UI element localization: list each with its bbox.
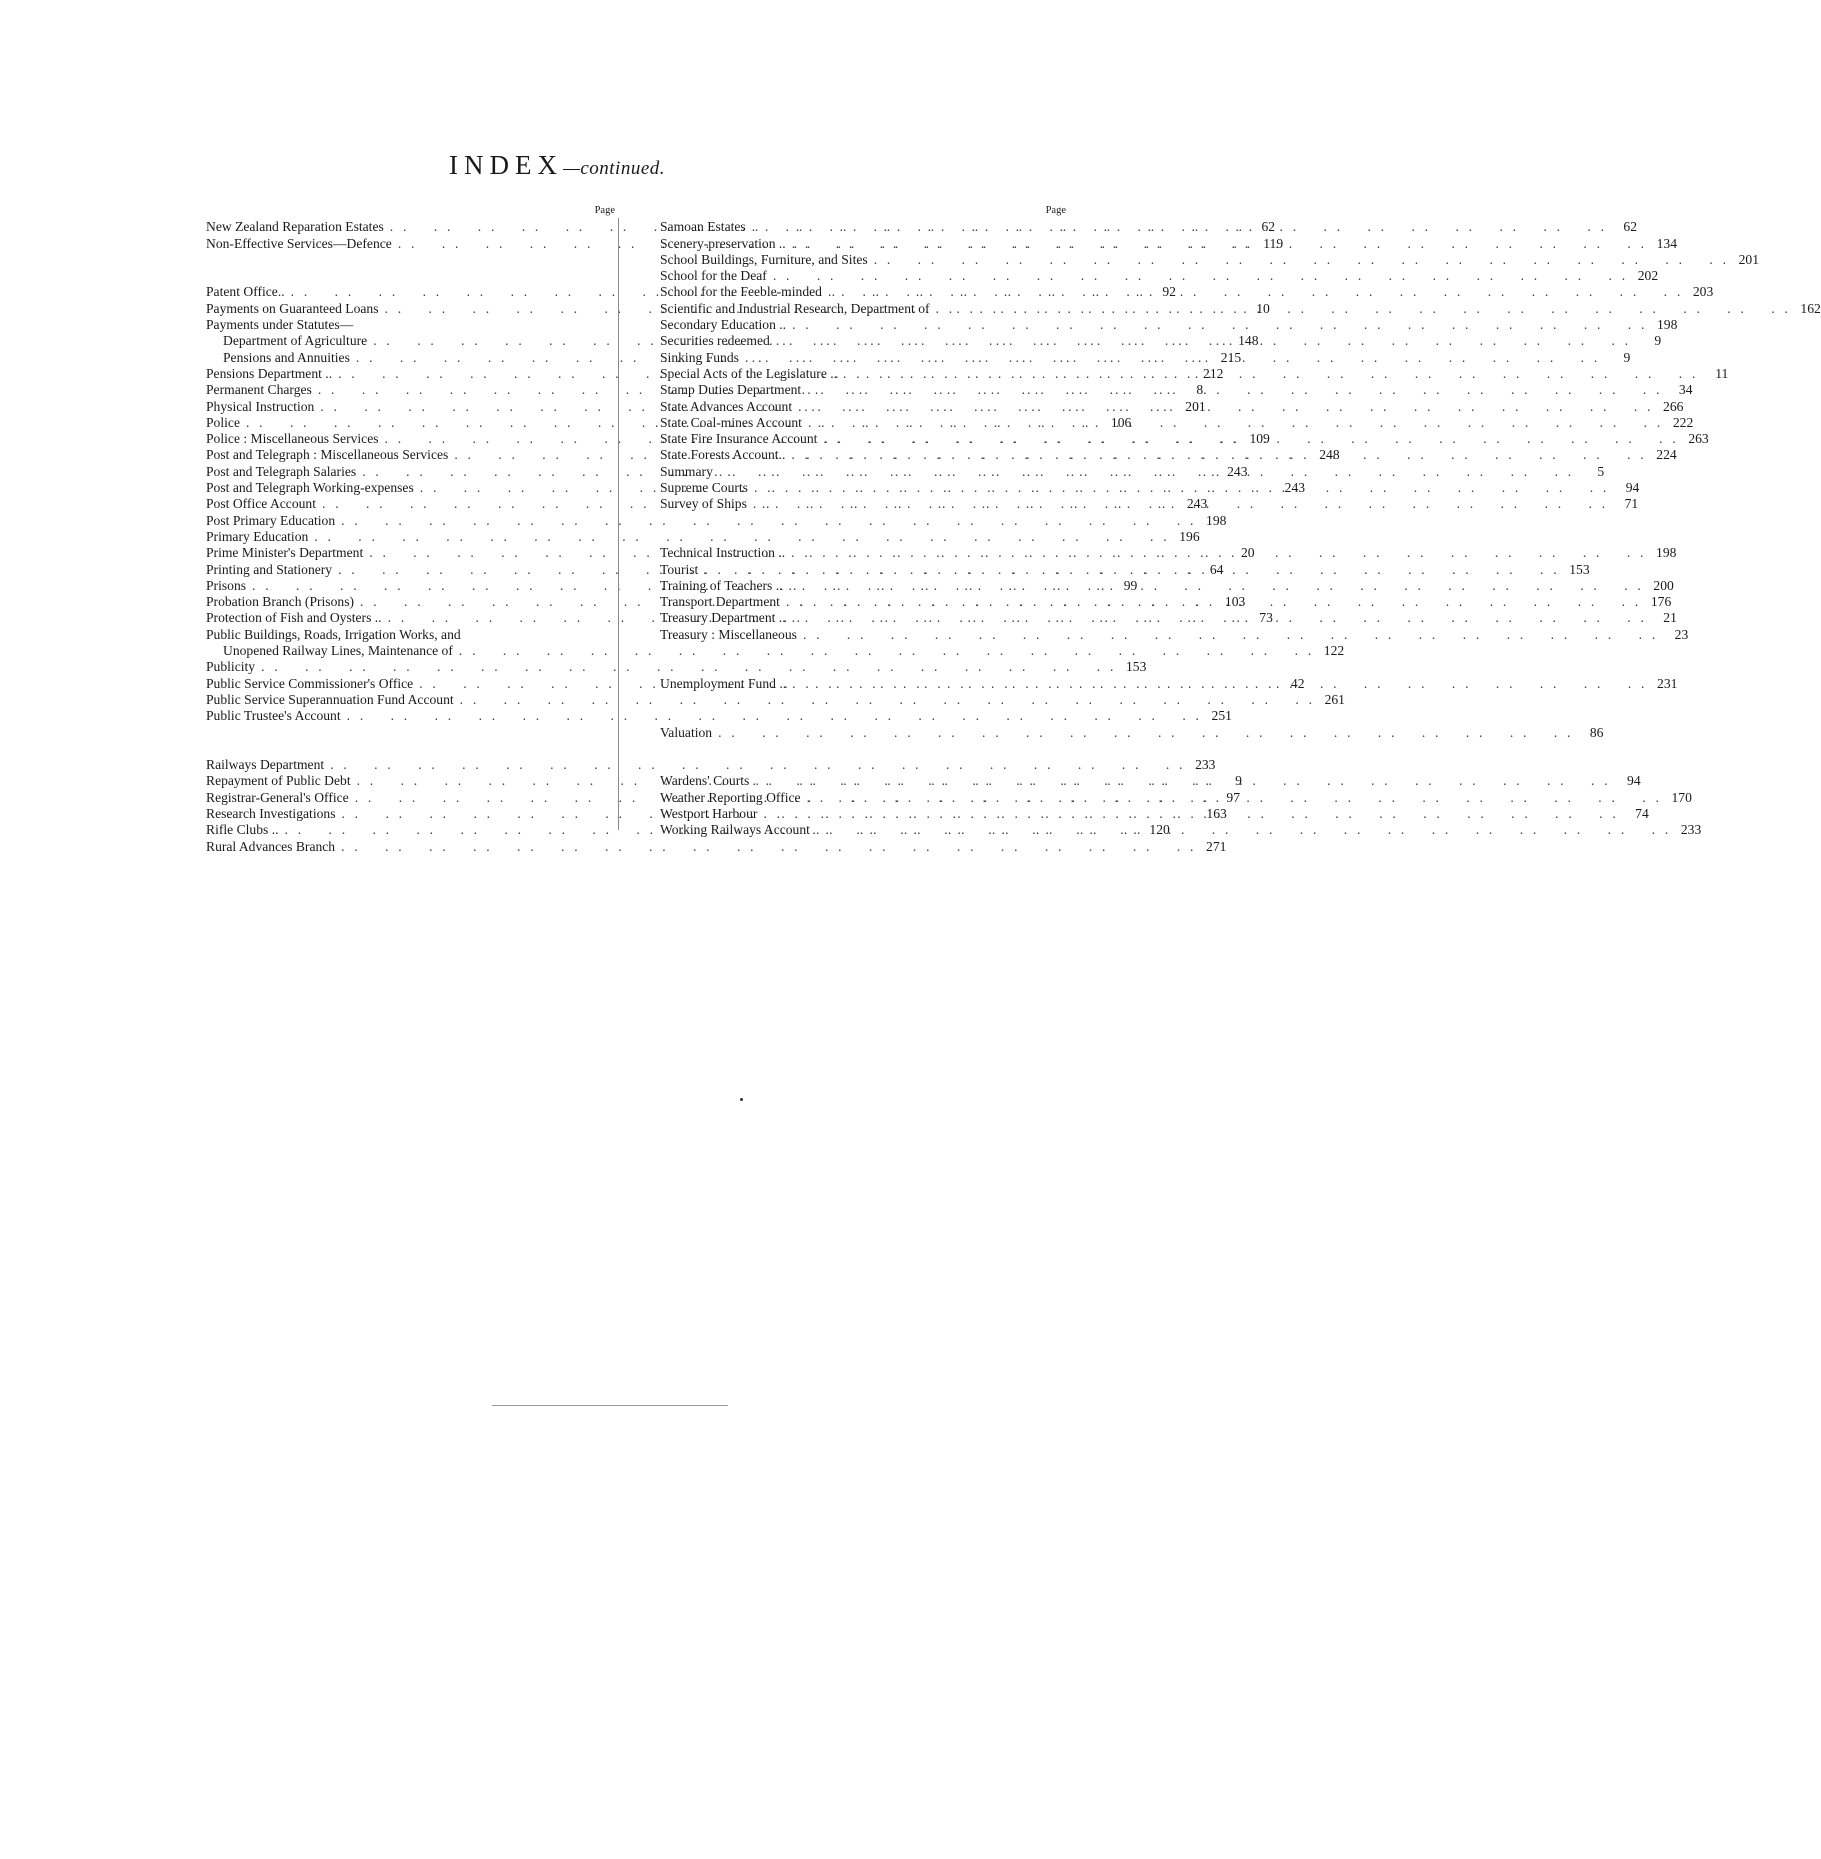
index-entry-page: 222 xyxy=(1672,414,1694,430)
index-entry-label: Stamp Duties Department xyxy=(660,382,802,398)
index-entry xyxy=(206,643,1345,659)
index-entry-page: 243 xyxy=(1227,463,1248,479)
index-entry-label: Securities redeemed xyxy=(660,333,770,349)
index-entry-page: 198 xyxy=(1206,512,1227,528)
index-entry-label: Secondary Education .. xyxy=(660,317,787,333)
index-entry-label: Protection of Fish and Oysters .. xyxy=(206,610,382,626)
title-suffix: —continued. xyxy=(562,158,666,179)
leader-dots xyxy=(837,366,1696,382)
index-entry-page: 42 xyxy=(1290,675,1305,691)
index-entry-label: Police : Miscellaneous Services xyxy=(206,431,379,447)
index-entry xyxy=(206,317,615,333)
index-entry-page: 162 xyxy=(1800,300,1821,316)
leader-dots xyxy=(698,562,1557,578)
index-entry-label: Railways Department xyxy=(206,757,325,773)
index-entry-page: 263 xyxy=(1688,431,1709,447)
index-entry-label: Summary xyxy=(660,463,713,479)
leader-dots xyxy=(335,839,1194,855)
index-spacer xyxy=(206,725,615,741)
index-entry xyxy=(206,627,615,643)
index-entry xyxy=(660,219,1637,235)
index-entry-page: 170 xyxy=(1671,789,1692,805)
ink-speck xyxy=(740,1098,743,1101)
index-entry-page: 231 xyxy=(1657,675,1678,691)
index-entry-page: 266 xyxy=(1663,398,1684,414)
index-entry-page: 233 xyxy=(1195,757,1216,773)
index-entry-label: Sinking Funds xyxy=(660,349,739,365)
index-entry-page: 176 xyxy=(1650,594,1672,610)
index-entry xyxy=(660,268,1659,284)
index-spacer xyxy=(206,252,615,268)
index-entry-label: School Buildings, Furniture, and Sites xyxy=(660,251,868,267)
leader-dots xyxy=(780,594,1639,610)
index-entry-page: 148 xyxy=(1238,333,1259,349)
index-entry-label: Post and Telegraph : Miscellaneous Services xyxy=(206,447,449,463)
index-entry-label: Publicity xyxy=(206,659,256,675)
index-entry-label: Police xyxy=(206,414,240,430)
leader-dots xyxy=(785,447,1644,463)
leader-dots xyxy=(748,480,1607,496)
index-entry-label: Valuation xyxy=(660,724,713,740)
index-entry-label: Technical Instruction .. xyxy=(660,545,786,561)
index-entry-label: Payments under Statutes— xyxy=(206,317,354,333)
index-entry-page: 21 xyxy=(1663,610,1677,626)
index-entry-label: Permanent Charges xyxy=(206,382,312,398)
index-entry xyxy=(206,512,1227,529)
leader-dots xyxy=(792,399,1651,415)
index-entry xyxy=(660,251,1759,268)
index-entry-label: State Coal-mines Account xyxy=(660,414,802,430)
leader-dots xyxy=(930,301,1789,317)
index-entry-label: Unopened Railway Lines, Maintenance of xyxy=(223,643,453,659)
index-entry-label: Registrar-General's Office xyxy=(206,789,349,805)
index-entry-page: 243 xyxy=(1186,496,1208,512)
index-entry-label: Public Buildings, Roads, Irrigation Works, and xyxy=(206,626,461,642)
index-entry-page: 106 xyxy=(1110,414,1132,430)
index-entry-label: State Forests Account.. xyxy=(660,447,786,463)
index-entry-page: 243 xyxy=(1284,480,1306,496)
index-entry-label: Tourist xyxy=(660,561,699,577)
index-entry-label: School for the Feeble-minded xyxy=(660,284,822,300)
index-entry-page: 203 xyxy=(1692,284,1714,300)
index-entry-page: 64 xyxy=(1209,561,1224,577)
index-entry-page: 23 xyxy=(1674,626,1689,642)
index-entry-label: Public Service Superannuation Fund Account xyxy=(206,691,454,707)
index-entry-label: Primary Education xyxy=(206,528,309,544)
page-title xyxy=(0,150,1114,181)
index-entry-page: 103 xyxy=(1224,594,1246,610)
leader-dots xyxy=(749,773,1608,789)
leader-dots xyxy=(783,578,1642,594)
index-entry-page: 62 xyxy=(1623,219,1637,235)
index-entry xyxy=(660,773,1641,789)
index-entry-label: Physical Instruction xyxy=(206,398,315,414)
index-spacer xyxy=(660,741,1066,757)
leader-dots xyxy=(770,333,1629,349)
leader-dots xyxy=(801,382,1660,398)
index-entry-page: 99 xyxy=(1123,577,1138,593)
index-entry-label: Training of Teachers .. xyxy=(660,577,783,593)
index-entry-label: Printing and Stationery xyxy=(206,561,333,577)
index-entry-page: 34 xyxy=(1678,382,1693,398)
index-entry-page: 198 xyxy=(1657,317,1678,333)
leader-dots xyxy=(712,725,1571,741)
index-entry-label: School for the Deaf xyxy=(660,268,767,284)
index-entry-page: 9 xyxy=(1623,349,1631,365)
leader-dots xyxy=(786,676,1645,692)
index-spacer xyxy=(206,741,615,757)
index-entry-page: 74 xyxy=(1635,805,1649,821)
column-divider xyxy=(618,218,619,830)
leader-dots xyxy=(786,610,1645,626)
index-entry-page: 212 xyxy=(1203,365,1224,381)
page-column-header: Page xyxy=(594,205,615,216)
index-entry-page: 9 xyxy=(1654,333,1662,349)
index-entry-page: 233 xyxy=(1680,822,1702,838)
index-spacer xyxy=(660,513,1066,529)
index-entry-label: Samoan Estates xyxy=(660,219,746,235)
index-entry-page: 202 xyxy=(1637,268,1659,284)
index-entry-label: Post Primary Education xyxy=(206,512,336,528)
index-entry-label: State Advances Account xyxy=(660,398,793,414)
index-entry-page: 163 xyxy=(1206,805,1227,821)
index-entry-label: Post Office Account xyxy=(206,496,316,512)
index-entry-label: Treasury : Miscellaneous xyxy=(660,626,797,642)
index-entry-label: Repayment of Public Debt xyxy=(206,773,351,789)
index-entry-page: 271 xyxy=(1206,838,1227,854)
index-entry-page: 224 xyxy=(1656,447,1677,463)
index-entry-page: 5 xyxy=(1597,463,1605,479)
index-entry-label: State Fire Insurance Account xyxy=(660,431,818,447)
index-entry xyxy=(660,626,1689,643)
title-main: INDEX xyxy=(448,150,563,180)
index-entry-page: 248 xyxy=(1319,447,1340,463)
index-entry xyxy=(660,382,1693,398)
index-entry-page: 94 xyxy=(1625,480,1640,496)
index-entry-label: Transport Department xyxy=(660,594,780,610)
index-entry-label: Survey of Ships xyxy=(660,496,747,512)
index-spacer xyxy=(660,708,1066,724)
leader-dots xyxy=(801,790,1660,806)
index-entry xyxy=(660,724,1604,741)
index-entry-label: Probation Branch (Prisons) xyxy=(206,594,355,610)
index-entry-page: 11 xyxy=(1715,365,1729,381)
index-entry-label: Special Acts of the Legislature .. xyxy=(660,365,838,381)
index-entry-label: Rural Advances Branch xyxy=(206,838,336,854)
index-entry-label: Department of Agriculture xyxy=(223,333,368,349)
index-entry-page: 134 xyxy=(1656,235,1677,251)
index-spacer xyxy=(660,643,1066,659)
index-entry-label: Wardens' Courts xyxy=(660,773,750,789)
index-entry-label: Scientific and Industrial Research, Department of xyxy=(660,300,930,316)
index-entry xyxy=(206,708,1232,724)
index-entry-label: Research Investigations xyxy=(206,805,336,821)
leader-dots xyxy=(817,431,1676,447)
index-entry-label: Payments on Guaranteed Loans xyxy=(206,300,379,316)
index-entry-page: 73 xyxy=(1259,610,1273,626)
index-entry-label: Pensions Department .. xyxy=(206,365,333,381)
leader-dots xyxy=(802,415,1661,431)
index-entry-page: 119 xyxy=(1263,235,1284,251)
leader-dots xyxy=(767,268,1626,284)
index-entry-label: Public Service Commissioner's Office xyxy=(206,675,414,691)
leader-dots xyxy=(757,806,1616,822)
index-entry-label: Prime Minister's Department xyxy=(206,545,364,561)
index-entry-page: 94 xyxy=(1627,773,1641,789)
index-entry-page: 62 xyxy=(1261,219,1276,235)
index-entry-page: 20 xyxy=(1240,545,1255,561)
index-entry-page: 10 xyxy=(1256,300,1270,316)
index-entry-page: 120 xyxy=(1149,822,1170,838)
index-entry-label: New Zealand Reparation Estates xyxy=(206,219,384,235)
leader-dots xyxy=(746,219,1605,235)
leader-dots xyxy=(747,496,1606,512)
index-entry-page: 251 xyxy=(1211,708,1232,724)
leader-dots xyxy=(868,252,1727,268)
index-entry-label: Pensions and Annuities xyxy=(223,349,350,365)
index-entry-page: 153 xyxy=(1569,561,1590,577)
index-entry-label: Prisons xyxy=(206,577,247,593)
index-entry-label: Treasury Department .. xyxy=(660,610,786,626)
index-entry-page: 201 xyxy=(1738,251,1759,267)
index-entry-page: 9 xyxy=(1235,773,1242,789)
index-entry-page: 215 xyxy=(1220,349,1242,365)
index-entry xyxy=(206,528,1200,545)
leader-dots xyxy=(786,236,1645,252)
page-column-header: Page xyxy=(1045,205,1066,216)
index-entry-label: Weather Reporting Office xyxy=(660,789,801,805)
index-entry-page: 196 xyxy=(1179,528,1200,544)
index-entry-page: 201 xyxy=(1185,398,1206,414)
leader-dots xyxy=(786,317,1645,333)
index-entry-page: 153 xyxy=(1126,659,1147,675)
index-spacer xyxy=(660,529,1066,545)
leader-dots xyxy=(810,822,1669,838)
index-entry-page: 122 xyxy=(1323,643,1345,659)
index-entry-label: Post and Telegraph Salaries xyxy=(206,463,357,479)
index-entry xyxy=(206,659,1147,675)
index-entry xyxy=(660,317,1678,333)
index-entry xyxy=(206,757,1216,773)
leader-dots xyxy=(785,545,1644,561)
leader-dots xyxy=(822,284,1681,300)
leader-dots xyxy=(713,464,1572,480)
index-entry-label: Post and Telegraph Working-expenses xyxy=(206,480,414,496)
index-entry-page: 109 xyxy=(1249,431,1270,447)
index-entry-page: 97 xyxy=(1226,789,1241,805)
index-entry-label: Non-Effective Services—Defence xyxy=(206,235,392,251)
index-entry-label: Working Railways Account xyxy=(660,822,810,838)
leader-dots xyxy=(739,350,1598,366)
index-entry-page: 198 xyxy=(1656,545,1677,561)
index-entry-label: Unemployment Fund .. xyxy=(660,675,787,691)
index-entry-label: Scenery-preservation .. xyxy=(660,235,786,251)
index-entry-label: Supreme Courts xyxy=(660,480,748,496)
index-entry-page: 200 xyxy=(1653,577,1674,593)
index-entry xyxy=(206,838,1227,855)
index-spacer xyxy=(660,659,1066,675)
index-entry-page: 92 xyxy=(1162,284,1176,300)
leader-dots xyxy=(797,627,1656,643)
index-spacer xyxy=(660,757,1066,773)
index-spacer xyxy=(206,268,615,284)
closing-rule xyxy=(492,1405,728,1406)
index-spacer xyxy=(660,692,1066,708)
index-entry xyxy=(206,691,1345,708)
index-entry-label: Public Trustee's Account xyxy=(206,708,341,724)
index-entry-page: 261 xyxy=(1324,691,1345,707)
index-entry-label: Rifle Clubs .. xyxy=(206,822,279,838)
index-entry-label: Patent Office.. xyxy=(206,284,285,300)
index-entry-page: 71 xyxy=(1624,496,1639,512)
index-entry-page: 8 xyxy=(1196,382,1204,398)
index-entry-label: Westport Harbour xyxy=(660,805,758,821)
index-entry-page: 86 xyxy=(1589,724,1604,740)
